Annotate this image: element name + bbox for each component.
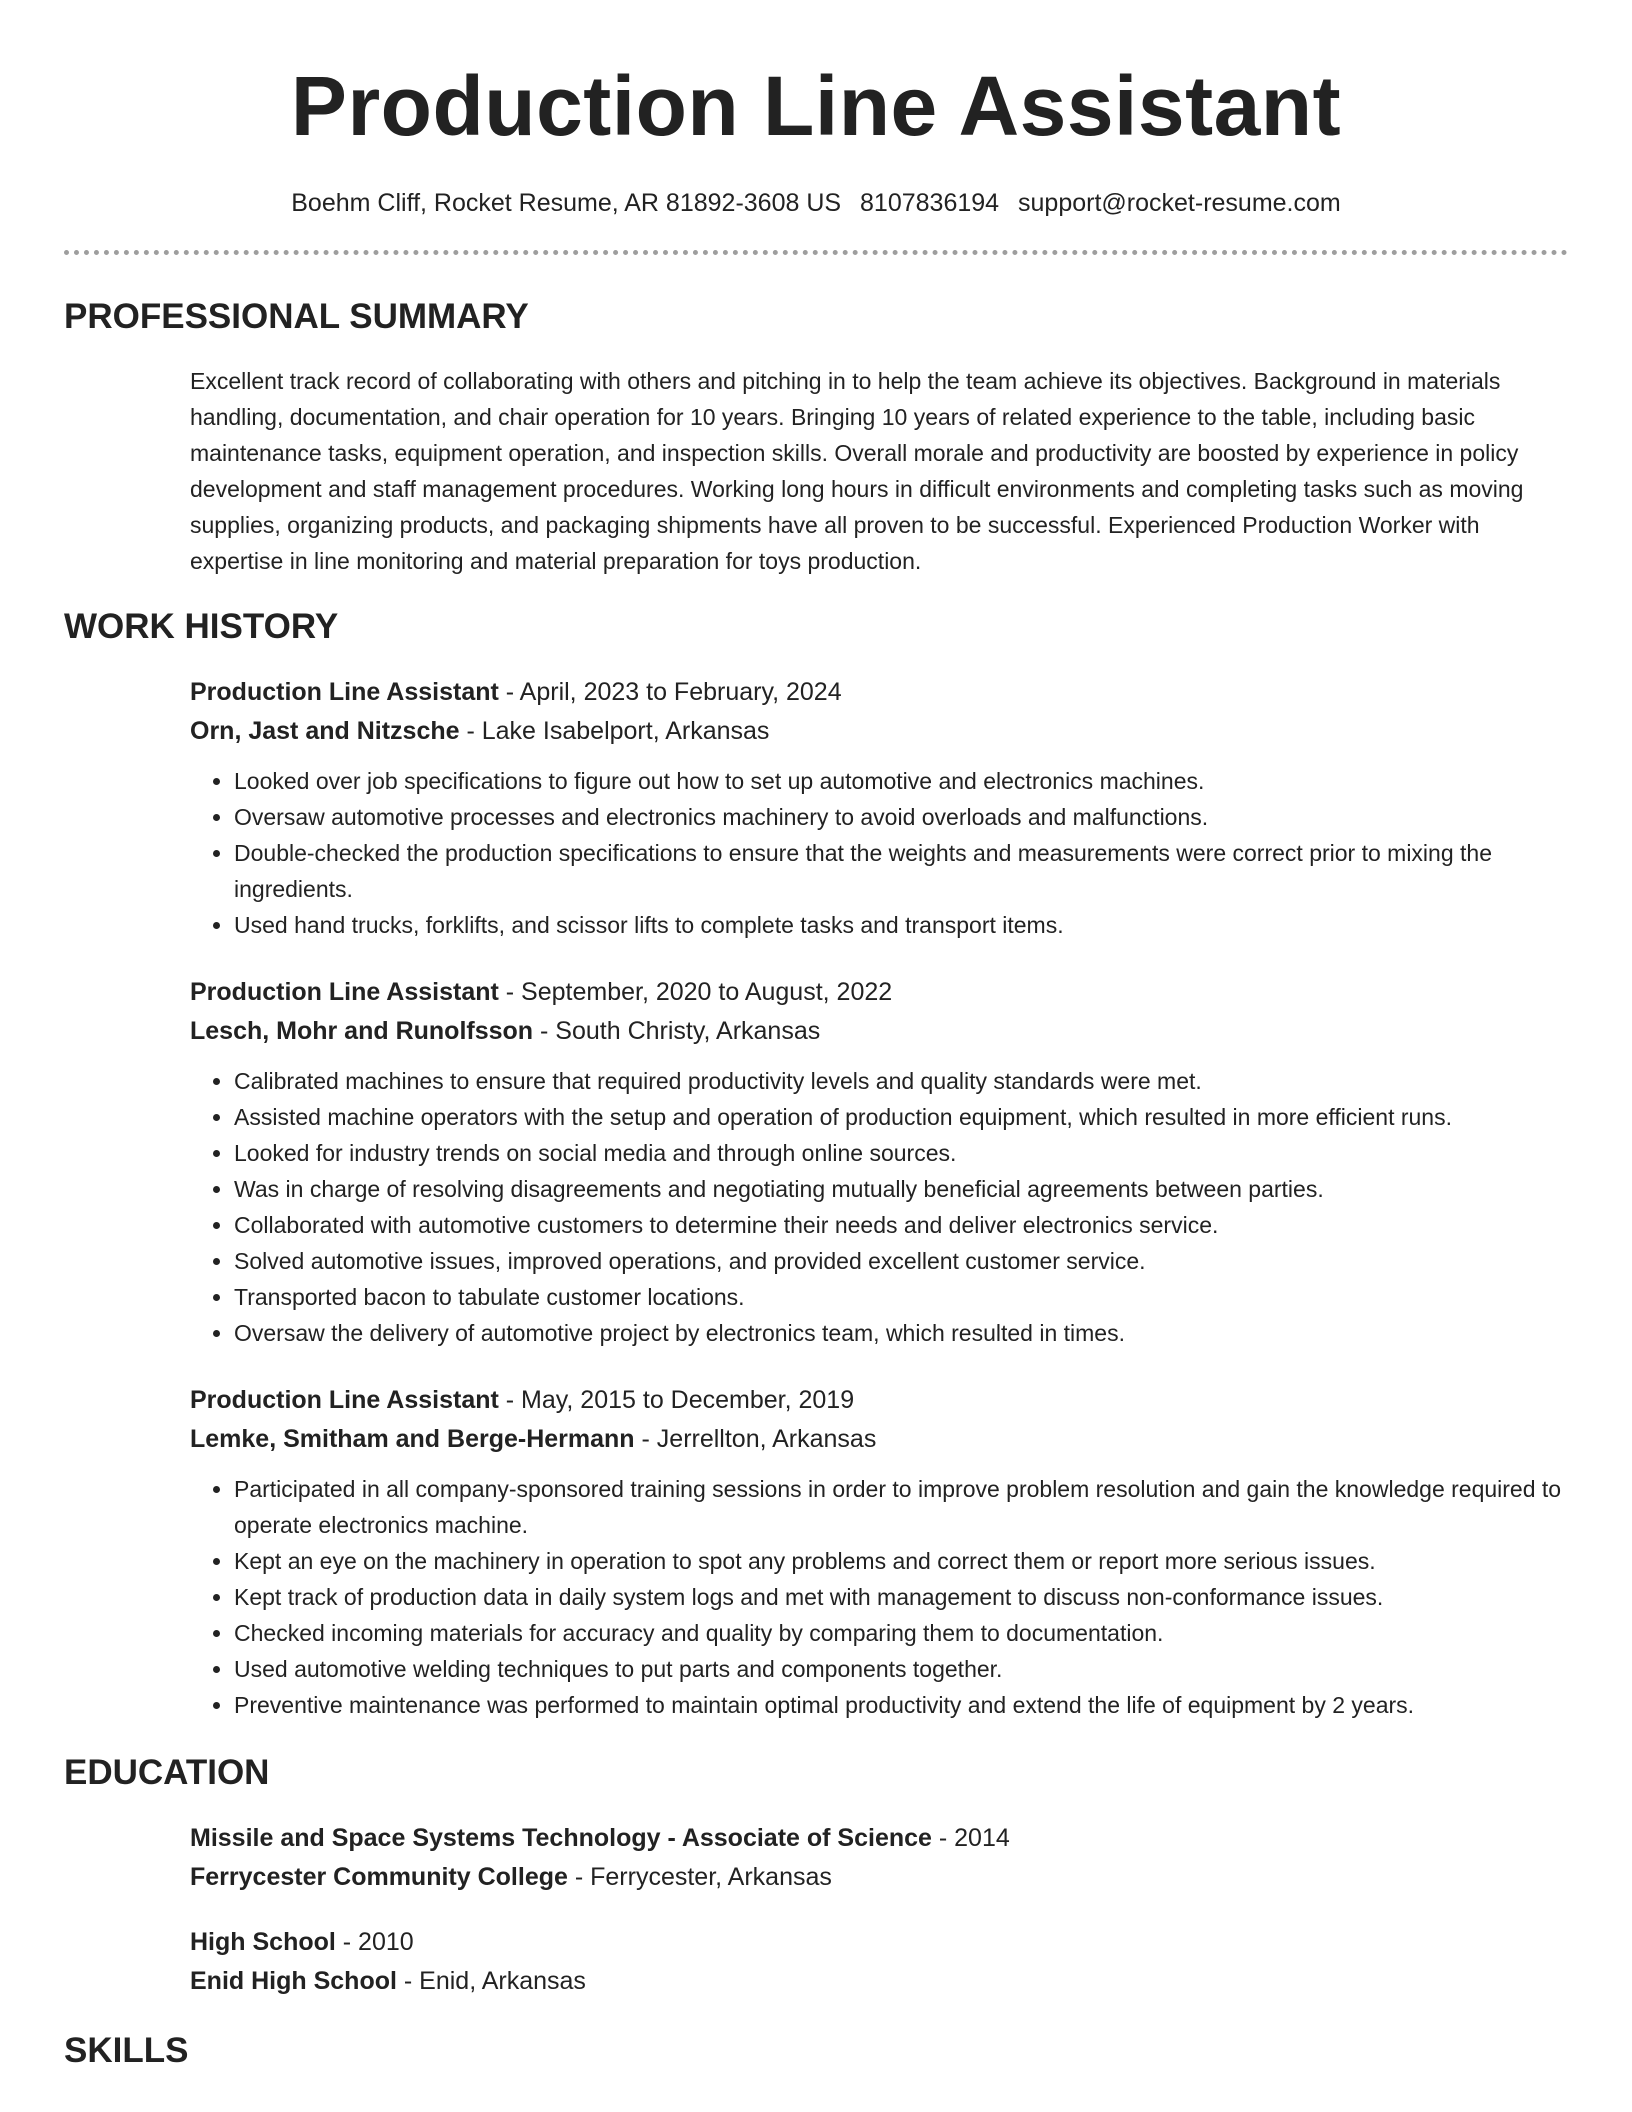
list-item: • Kept an eye on the machinery in operation to spot any problems and correct them or report more serious issues.	[234, 1543, 1568, 1579]
job-title-line	[190, 1381, 1568, 1420]
list-item: • Was in charge of resolving disagreements and negotiating mutually beneficial agreements between parties.	[234, 1171, 1568, 1207]
list-item: • Transported bacon to tabulate customer locations.	[234, 1279, 1568, 1315]
job-bullets	[190, 763, 1568, 943]
list-item: • Checked incoming materials for accuracy and quality by comparing them to documentation.	[234, 1615, 1568, 1651]
list-item: • Used hand trucks, forklifts, and scissor lifts to complete tasks and transport items.	[234, 907, 1568, 943]
list-item: • Assisted machine operators with the setup and operation of production equipment, which resulted in more efficient runs.	[234, 1099, 1568, 1135]
section-title-skills: SKILLS	[64, 2031, 189, 2070]
header-divider	[64, 250, 1568, 255]
list-item: • Oversaw automotive processes and electronics machinery to avoid overloads and malfunctions.	[234, 799, 1568, 835]
education-degree-line	[190, 1819, 1568, 1858]
job-dates: - May, 2015 to December, 2019	[498, 1386, 855, 1414]
job-role: Production Line Assistant	[190, 1386, 499, 1414]
education-year: - 2014	[931, 1824, 1010, 1852]
section-title-education: EDUCATION	[64, 1753, 270, 1792]
job-role: Production Line Assistant	[190, 978, 499, 1006]
contact-address: Boehm Cliff, Rocket Resume, AR 81892-3608 US	[291, 189, 842, 217]
job-bullets	[190, 1063, 1568, 1351]
job-dates: - September, 2020 to August, 2022	[498, 978, 893, 1006]
job-entry	[190, 973, 1568, 1351]
job-company: Orn, Jast and Nitzsche	[190, 717, 460, 745]
list-item: • Solved automotive issues, improved operations, and provided excellent customer service.	[234, 1243, 1568, 1279]
list-item: • Collaborated with automotive customers to determine their needs and deliver electronics service.	[234, 1207, 1568, 1243]
education-degree-line	[190, 1923, 1568, 1962]
job-location: - Jerrellton, Arkansas	[634, 1425, 877, 1453]
job-company: Lesch, Mohr and Runolfsson	[190, 1017, 534, 1045]
education-school: Enid High School	[190, 1967, 397, 1995]
list-item: • Used automotive welding techniques to put parts and components together.	[234, 1651, 1568, 1687]
education-degree: High School	[190, 1928, 336, 1956]
list-item: • Double-checked the production specifications to ensure that the weights and measurements were correct prior to mixing the ingredients.	[234, 835, 1568, 907]
list-item: • Oversaw the delivery of automotive project by electronics team, which resulted in times.	[234, 1315, 1568, 1351]
education-school-line	[190, 1858, 1568, 1897]
list-item: • Calibrated machines to ensure that required productivity levels and quality standards were met.	[234, 1063, 1568, 1099]
job-dates: - April, 2023 to February, 2024	[498, 678, 842, 706]
resume-name: Production Line Assistant	[290, 59, 1342, 153]
contact-line	[64, 186, 1568, 220]
section-title-summary: PROFESSIONAL SUMMARY	[64, 297, 529, 336]
list-item: • Kept track of production data in daily system logs and met with management to discuss non-conformance issues.	[234, 1579, 1568, 1615]
contact-email: support@rocket-resume.com	[1018, 189, 1341, 217]
job-entry	[190, 1381, 1568, 1723]
job-title-line	[190, 973, 1568, 1012]
education-year: - 2010	[335, 1928, 414, 1956]
education-degree: Missile and Space Systems Technology - Associate of Science	[190, 1824, 932, 1852]
summary-text: Excellent track record of collaborating with others and pitching in to help the team achieve its objectives. Background in materials handling, documentation, and chair operation for 10 years. Bringing 10 years of related experience to the table, including basic maintenance tasks, equipment operation, and inspection skills. Overall morale and productivity are boosted by experience in policy development and staff management procedures. Working long hours in difficult environments and completing tasks such as moving supplies, organizing products, and packaging shipments have all proven to be successful. Experienced Production Worker with expertise in line monitoring and material preparation for toys production.	[190, 368, 1524, 574]
education-entry	[190, 1819, 1568, 1897]
contact-phone: 8107836194	[860, 189, 1000, 217]
list-item: • Looked for industry trends on social media and through online sources.	[234, 1135, 1568, 1171]
list-item: • Preventive maintenance was performed to maintain optimal productivity and extend the life of equipment by 2 years.	[234, 1687, 1568, 1723]
job-company-line	[190, 1420, 1568, 1459]
education-location: - Enid, Arkansas	[396, 1967, 586, 1995]
resume-page	[64, 0, 1568, 2073]
job-company: Lemke, Smitham and Berge-Hermann	[190, 1425, 635, 1453]
job-location: - Lake Isabelport, Arkansas	[459, 717, 770, 745]
job-location: - South Christy, Arkansas	[533, 1017, 821, 1045]
education-location: - Ferrycester, Arkansas	[567, 1863, 832, 1891]
job-bullets	[190, 1471, 1568, 1723]
job-title-line	[190, 673, 1568, 712]
education-school-line	[190, 1962, 1568, 2001]
job-entry	[190, 673, 1568, 943]
education-entry	[190, 1923, 1568, 2001]
list-item: • Looked over job specifications to figure out how to set up automotive and electronics machines.	[234, 763, 1568, 799]
education-school: Ferrycester Community College	[190, 1863, 568, 1891]
job-company-line	[190, 1012, 1568, 1051]
section-title-work: WORK HISTORY	[64, 607, 339, 646]
job-company-line	[190, 712, 1568, 751]
job-role: Production Line Assistant	[190, 678, 499, 706]
list-item: • Participated in all company-sponsored training sessions in order to improve problem resolution and gain the knowledge required to operate electronics machine.	[234, 1471, 1568, 1543]
